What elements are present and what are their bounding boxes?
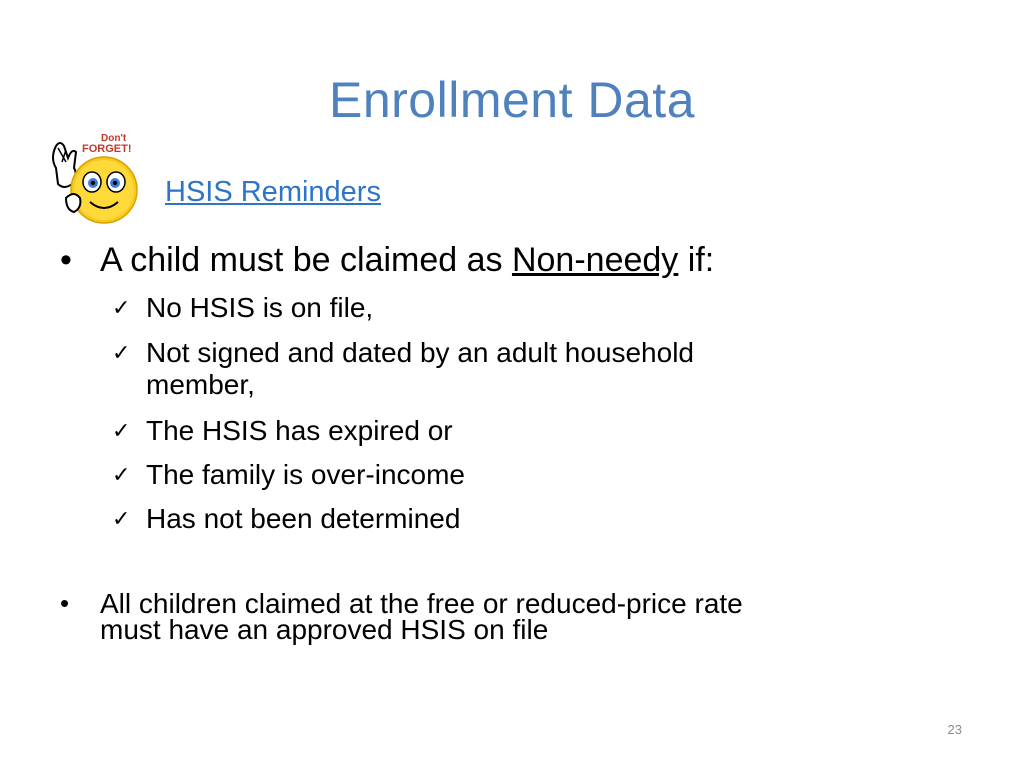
check-icon: ✓ [112,340,131,365]
second-bullet-line1: All children claimed at the free or reduced-price rate [100,588,743,619]
main-bullet-prefix: A child must be claimed as [100,241,512,279]
hsis-reminders-link[interactable]: HSIS Reminders [165,176,381,208]
main-bullet-suffix: if: [678,241,715,279]
main-bullet-text [100,240,714,280]
check-icon: ✓ [112,506,131,531]
main-bullet-emphasis: Non-needy [511,241,679,279]
list-item: Has not been determined [146,503,461,534]
page-number: 23 [947,722,962,737]
list-item: Not signed and dated by an adult household [146,337,694,368]
check-icon: ✓ [112,462,131,487]
bullet-marker: • [60,241,72,279]
svg-text:Don't: Don't [101,133,127,144]
list-item: The HSIS has expired or [146,415,453,446]
dont-forget-smiley-icon [44,128,144,228]
slide-title: Enrollment Data [329,72,695,128]
svg-text:FORGET!: FORGET! [82,143,132,155]
list-item: The family is over-income [146,459,465,490]
second-bullet-line2: must have an approved HSIS on file [100,614,549,645]
check-icon: ✓ [112,295,131,320]
list-item-continuation: member, [146,369,255,400]
check-icon: ✓ [112,418,131,443]
bullet-marker: • [60,588,70,618]
list-item: No HSIS is on file, [146,292,374,323]
